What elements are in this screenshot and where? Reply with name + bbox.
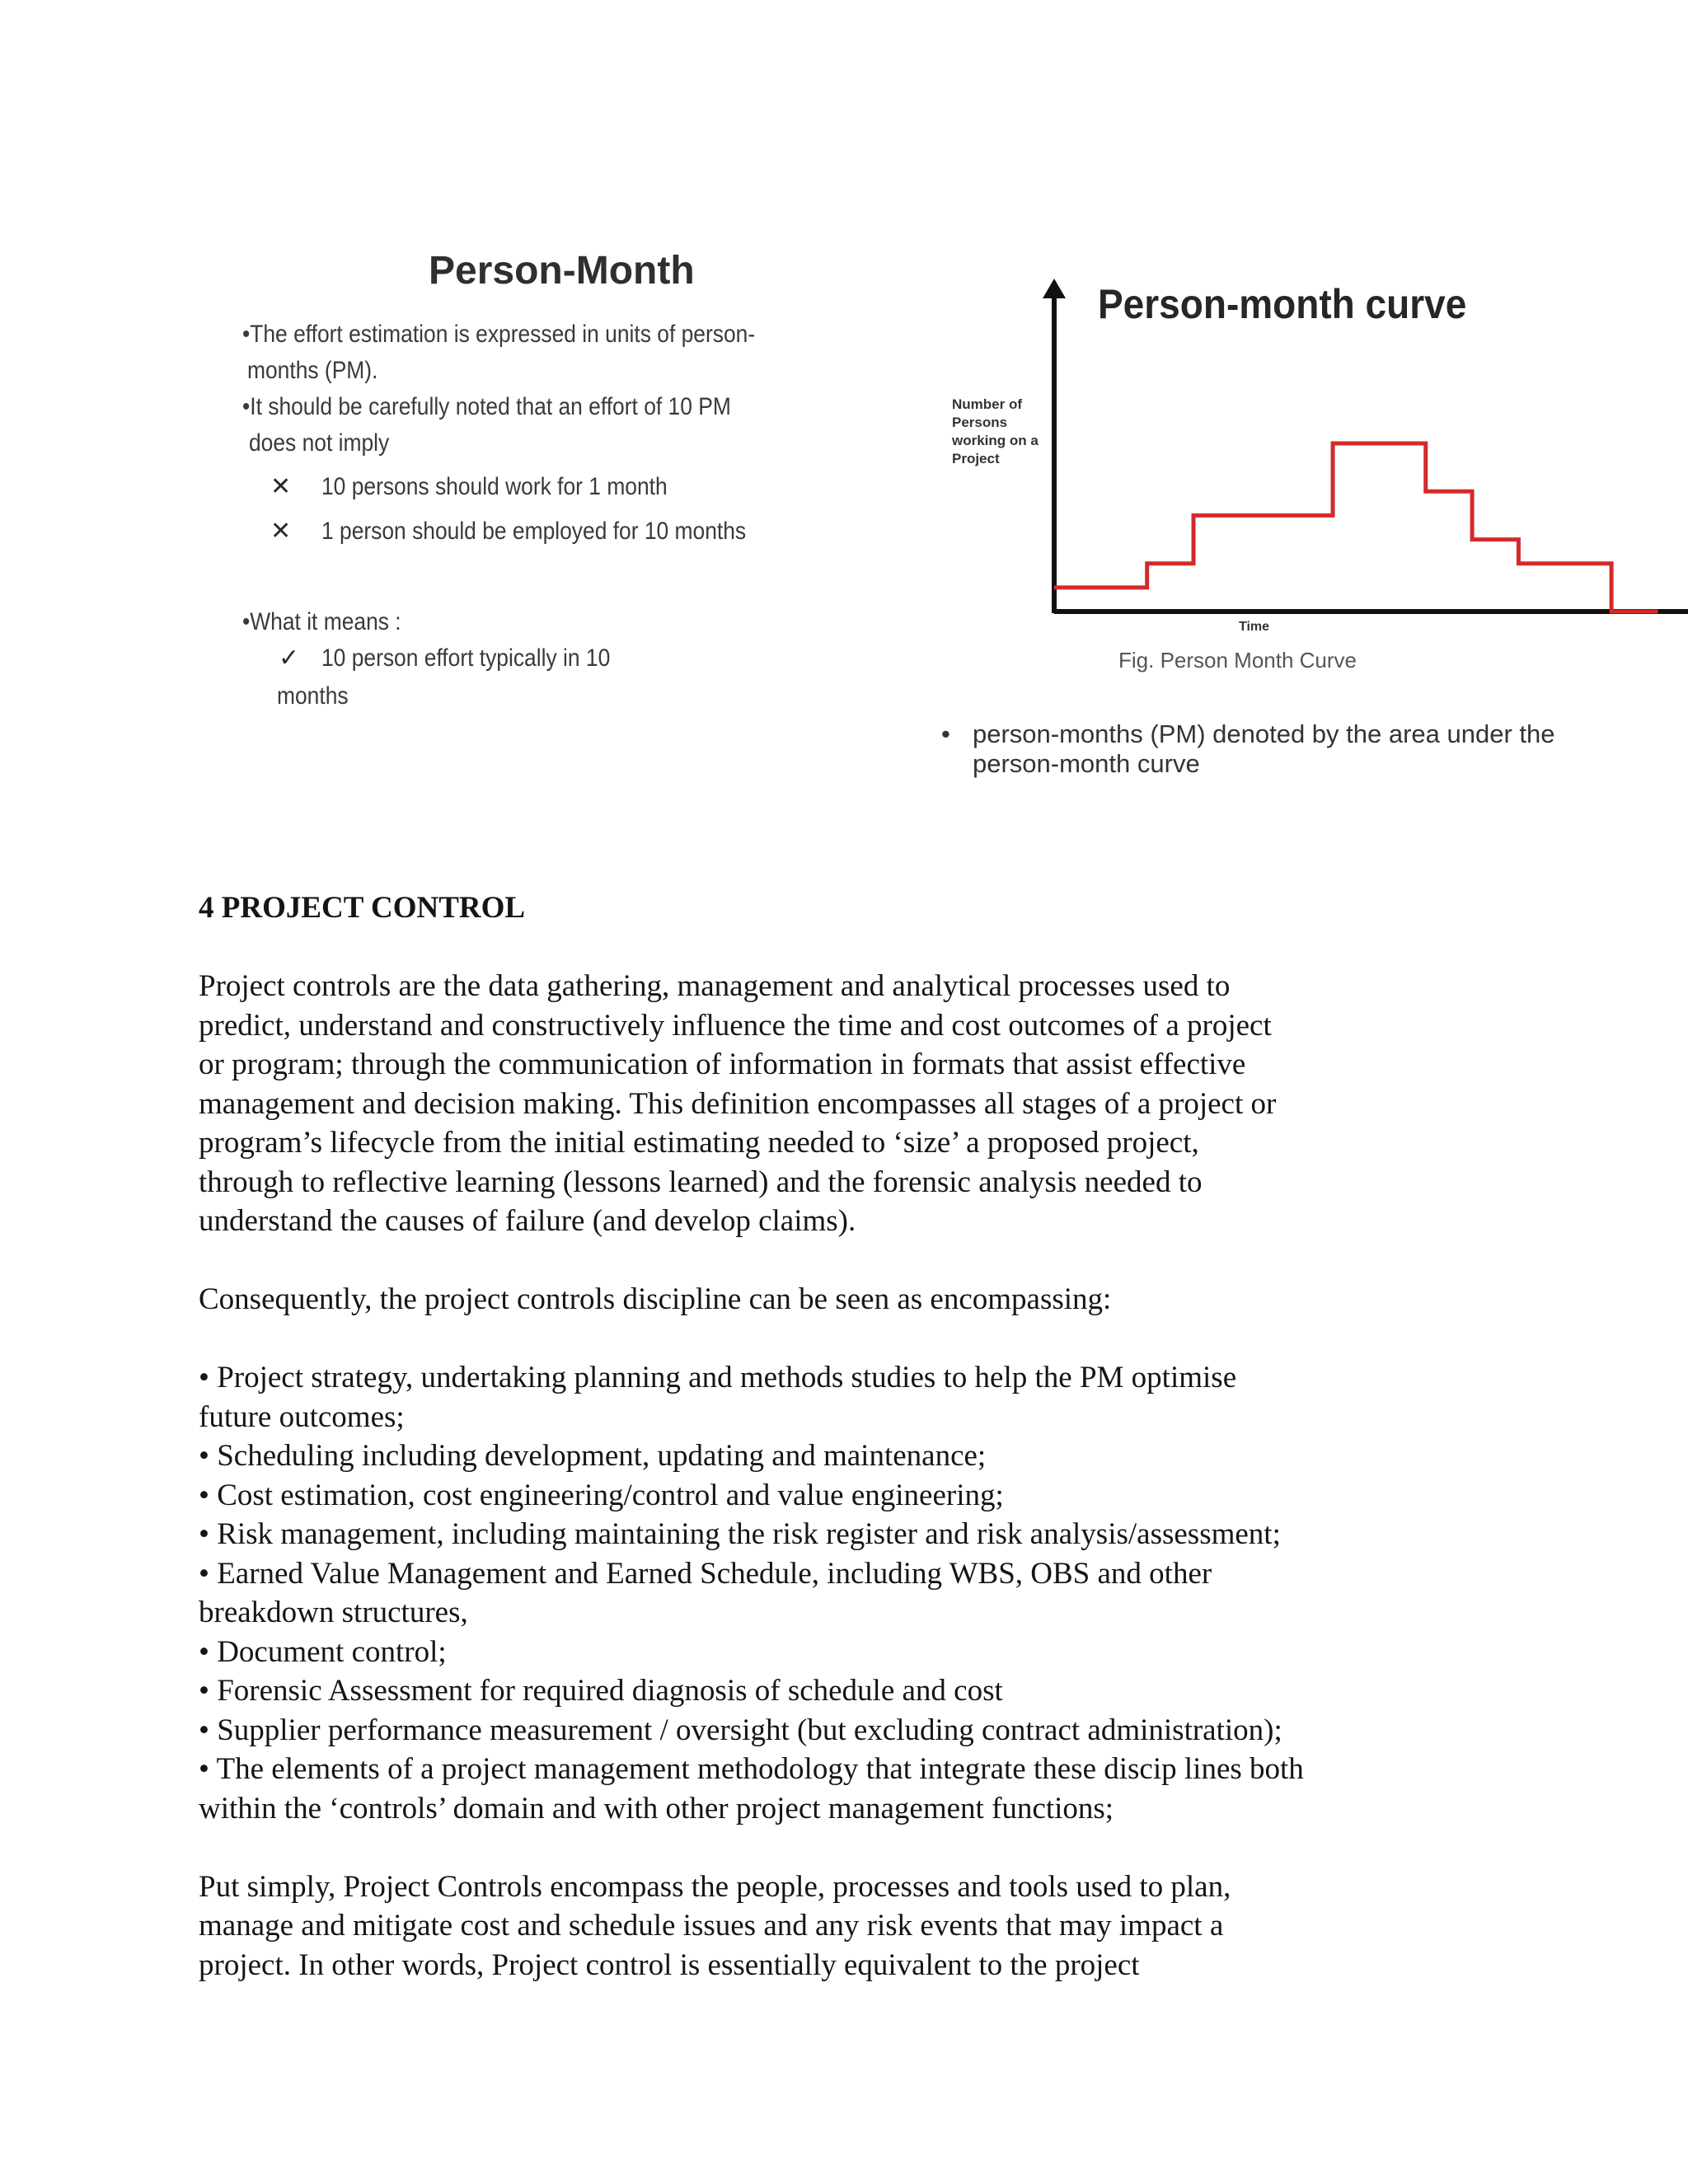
means-item: months xyxy=(277,682,349,710)
means-item: 10 person effort typically in 10 xyxy=(321,644,611,672)
panel-title: Person-Month xyxy=(429,249,695,293)
bullet-line: does not imply xyxy=(249,429,390,457)
cross-icon: ✕ xyxy=(270,517,292,546)
text-line: management and decision making. This definition encompasses all stages of a project or xyxy=(199,1086,1277,1121)
text-line: or program; through the communication of information in formats that assist effective xyxy=(199,1047,1246,1081)
discipline-list xyxy=(199,1358,1517,1828)
paragraph-summary xyxy=(199,1868,1517,1985)
list-item: within the ‘controls’ domain and with other project management functions; xyxy=(199,1791,1114,1825)
bullet-dot: • xyxy=(941,719,950,748)
chart-note-text: person-months (PM) denoted by the area under the person-month curve xyxy=(973,719,1555,778)
text-line: understand the causes of failure (and develop claims). xyxy=(199,1204,856,1238)
bullet-line: •The effort estimation is expressed in units of person- xyxy=(242,321,756,348)
text-line: predict, understand and constructively influence the time and cost outcomes of a project xyxy=(199,1008,1272,1043)
paragraph-consequently: Consequently, the project controls discipline can be seen as encompassing: xyxy=(199,1282,1112,1316)
bullet-line: months (PM). xyxy=(247,357,378,384)
y-axis-arrow xyxy=(1043,279,1066,298)
figure-caption: Fig. Person Month Curve xyxy=(1118,648,1357,673)
list-item: • Project strategy, undertaking planning and methods studies to help the PM optimise xyxy=(199,1361,1237,1394)
chart-note xyxy=(941,719,1617,779)
list-item: • The elements of a project management methodology that integrate these discip lines both xyxy=(199,1752,1304,1786)
text-line: Put simply, Project Controls encompass the people, processes and tools used to plan, xyxy=(199,1869,1231,1904)
person-month-chart xyxy=(709,66,1550,396)
text-line: manage and mitigate cost and schedule issues and any risk events that may impact a xyxy=(199,1909,1224,1943)
list-item: • Document control; xyxy=(199,1634,447,1669)
list-item: • Risk management, including maintaining the risk register and risk analysis/assessment; xyxy=(199,1517,1281,1551)
y-axis-label: Number of Persons working on a Project xyxy=(952,396,1039,466)
not-item: 10 persons should work for 1 month xyxy=(321,473,668,500)
text-line: project. In other words, Project control is essentially equivalent to the project xyxy=(199,1947,1140,1982)
cross-icon: ✕ xyxy=(270,472,292,501)
chart-title: Person-month curve xyxy=(1098,281,1467,327)
chart-svg xyxy=(709,66,1550,396)
list-item: • Forensic Assessment for required diagnosis of schedule and cost xyxy=(199,1674,1003,1708)
list-item: • Scheduling including development, updating and maintenance; xyxy=(199,1439,987,1473)
list-item: breakdown structures, xyxy=(199,1596,468,1629)
section-heading: 4 PROJECT CONTROL xyxy=(199,891,526,925)
list-item: future outcomes; xyxy=(199,1399,405,1434)
list-item: • Earned Value Management and Earned Schedule, including WBS, OBS and other xyxy=(199,1556,1212,1591)
text-line: Project controls are the data gathering, management and analytical processes used to xyxy=(199,969,1231,1003)
check-icon: ✓ xyxy=(279,644,300,673)
x-axis-label: Time xyxy=(1239,620,1270,634)
bullet-line: •It should be carefully noted that an effort of 10 PM xyxy=(242,393,731,420)
text-line: program’s lifecycle from the initial estimating needed to ‘size’ a proposed project, xyxy=(199,1126,1199,1160)
not-item: 1 person should be employed for 10 months xyxy=(321,518,747,545)
text-line: through to reflective learning (lessons learned) and the forensic analysis needed to xyxy=(199,1165,1203,1199)
means-label: •What it means : xyxy=(242,608,401,635)
list-item: • Cost estimation, cost engineering/control and value engineering; xyxy=(199,1478,1004,1512)
list-item: • Supplier performance measurement / oversight (but excluding contract administration); xyxy=(199,1713,1282,1747)
document-body xyxy=(199,888,1517,1985)
paragraph-definition xyxy=(199,967,1517,1241)
